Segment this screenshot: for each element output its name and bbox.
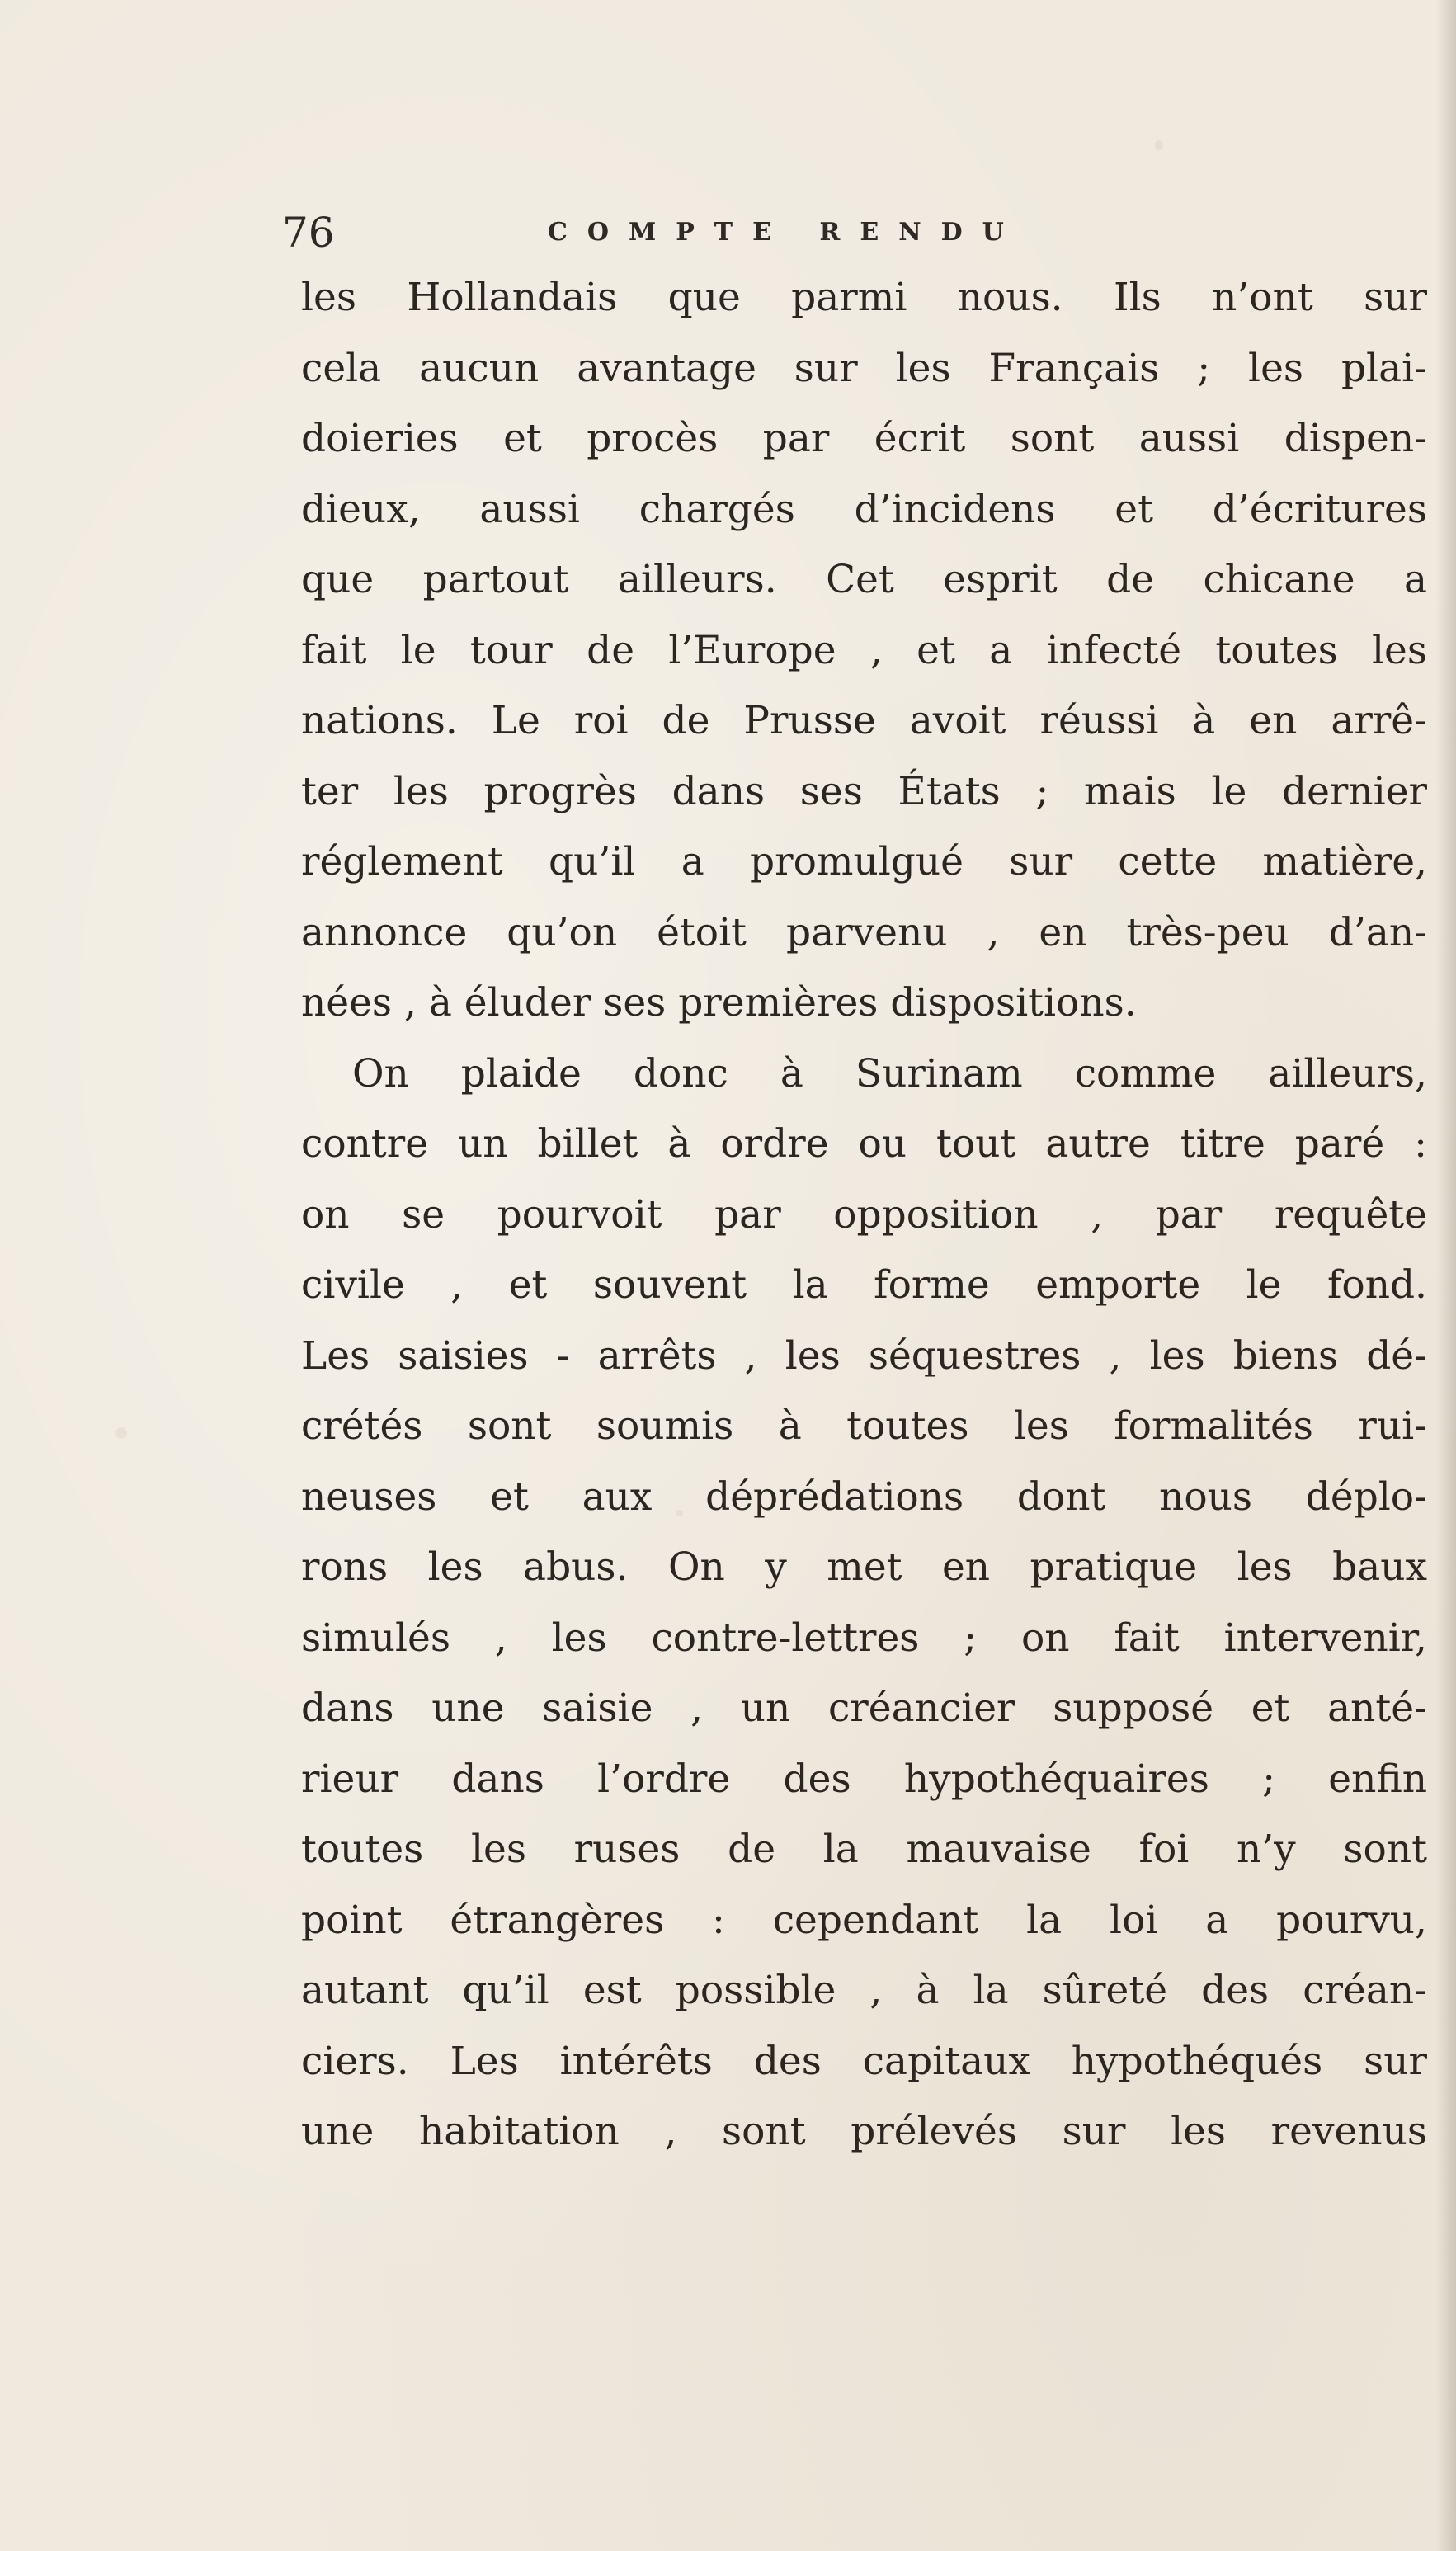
text-line: civile , et souvent la forme emporte le fond. (301, 1262, 1427, 1308)
text-line: fait le tour de l’Europe , et a infecté toutes les (301, 627, 1427, 673)
text-line: toutes les ruses de la mauvaise foi n’y sont (301, 1827, 1427, 1872)
text-line: que partout ailleurs. Cet esprit de chicane a (301, 557, 1427, 602)
paper-stain (1155, 140, 1163, 150)
running-head: COMPTE RENDU (548, 218, 1024, 247)
text-line: dans une saisie , un créancier supposé et anté- (301, 1686, 1427, 1731)
text-line: une habitation , sont prélevés sur les revenus (301, 2109, 1427, 2154)
page-header (282, 200, 1256, 266)
text-line: simulés , les contre-lettres ; on fait intervenir, (301, 1615, 1427, 1661)
body-text (301, 262, 1427, 2167)
text-line: neuses et aux déprédations dont nous déplo- (301, 1474, 1427, 1520)
text-line: réglement qu’il a promulgué sur cette matière, (301, 839, 1427, 884)
text-line: ciers. Les intérêts des capitaux hypothéqués sur (301, 2038, 1427, 2084)
paper-stain (115, 1427, 127, 1439)
text-line: contre un billet à ordre ou tout autre titre paré : (301, 1121, 1427, 1167)
page-binding-edge (1436, 0, 1456, 2551)
text-line: cela aucun avantage sur les Français ; les plai- (301, 345, 1427, 391)
page-number: 76 (282, 209, 335, 257)
text-line: nations. Le roi de Prusse avoit réussi à en arrê- (301, 698, 1427, 743)
paragraph-first-line: On plaide donc à Surinam comme ailleurs, (352, 1050, 1427, 1096)
text-line: autant qu’il est possible , à la sûreté des créan- (301, 1968, 1427, 2013)
text-line: les Hollandais que parmi nous. Ils n’ont sur (301, 275, 1427, 320)
text-line: doieries et procès par écrit sont aussi dispen- (301, 416, 1427, 461)
text-line: Les saisies - arrêts , les séquestres , les biens dé- (301, 1332, 1427, 1379)
text-line: point étrangères : cependant la loi a pourvu, (301, 1897, 1427, 1943)
text-line: rons les abus. On y met en pratique les baux (301, 1544, 1427, 1590)
text-line: ter les progrès dans ses États ; mais le dernier (301, 768, 1427, 814)
text-line: rieur dans l’ordre des hypothéquaires ; enfin (301, 1756, 1427, 1802)
paragraph-last-line: nées , à éluder ses premières dispositions. (301, 980, 1137, 1026)
text-line: annonce qu’on étoit parvenu , en très-peu d’an- (301, 909, 1427, 955)
text-line: crétés sont soumis à toutes les formalités rui- (301, 1403, 1427, 1449)
text-line: dieux, aussi chargés d’incidens et d’écritures (301, 486, 1427, 532)
text-line: on se pourvoit par opposition , par requête (301, 1191, 1427, 1238)
